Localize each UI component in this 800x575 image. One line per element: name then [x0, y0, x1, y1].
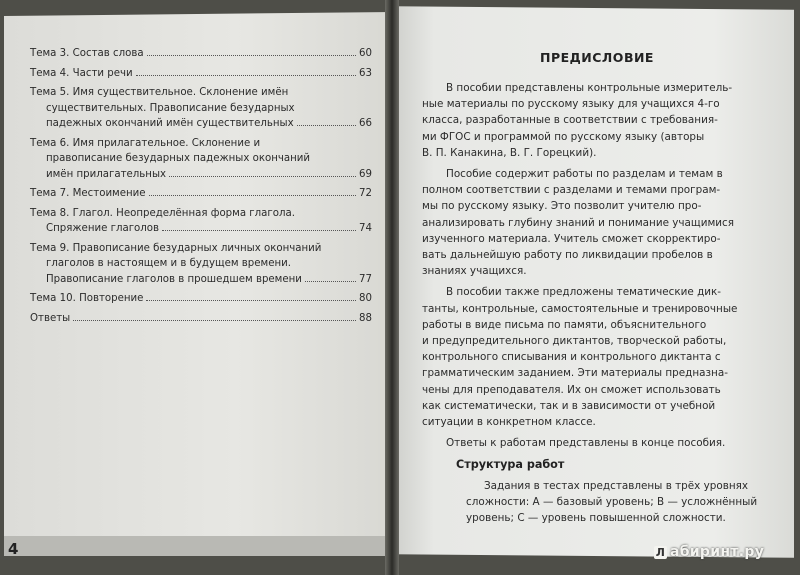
page-number: 4 [8, 540, 19, 558]
toc-leader-dots [136, 75, 356, 76]
text-line: контрольного списывания и контрольного диктанта с [422, 351, 721, 364]
toc-entry-text: Тема 5. Имя существительное. Склонение имён [30, 87, 289, 98]
text-line: мы по русскому языку. Это позволит учителю про- [422, 200, 702, 213]
toc-page-number: 66 [359, 118, 372, 129]
toc-leader-dots [147, 55, 356, 56]
toc-entry-text: Правописание глаголов в прошедшем времени [46, 273, 302, 285]
table-of-contents [30, 46, 372, 330]
left-page-footer-band [4, 536, 392, 556]
text-line: класса, разработанные в соответствии с требования- [422, 114, 718, 127]
text-line: уровень; С — уровень повышенной сложности. [466, 512, 726, 525]
text-line: знаниях учащихся. [422, 265, 527, 278]
preface-body [422, 80, 774, 456]
toc-entry [30, 206, 372, 237]
labirint-logo-icon: Л [655, 546, 666, 559]
toc-entry [30, 46, 372, 62]
toc-leader-dots [73, 320, 356, 321]
book-spine [385, 0, 399, 575]
toc-leader-dots [162, 230, 356, 231]
toc-entry-text: Тема 8. Глагол. Неопределённая форма глагола. [30, 207, 295, 219]
preface-paragraph [422, 80, 774, 161]
watermark-text: абиринт.ру [670, 544, 765, 560]
toc-leader-dots [149, 195, 356, 196]
text-line: сложности: А — базовый уровень; В — усложнённый [466, 496, 758, 509]
toc-page-number: 77 [359, 273, 372, 285]
text-line: В. П. Канакина, В. Г. Горецкий). [422, 146, 597, 159]
toc-entry-text: Спряжение глаголов [46, 223, 160, 234]
toc-entry-text: глаголов в настоящем и в будущем времени. [46, 258, 291, 269]
watermark [654, 544, 764, 560]
toc-entry-text: Тема 10. Повторение [30, 293, 144, 304]
toc-leader-dots [169, 176, 356, 177]
toc-page-number: 72 [359, 188, 372, 199]
text-line: грамматическим заданием. Эти материалы предназна- [422, 367, 728, 380]
text-line: Ответы к работам представлены в конце пособия. [446, 437, 726, 450]
toc-entry-text: правописание безударных падежных окончаний [46, 153, 311, 164]
preface-paragraph [422, 435, 774, 451]
text-line: В пособии также предложены тематические дик- [446, 286, 722, 299]
toc-leader-dots [146, 300, 356, 301]
toc-page-number: 63 [359, 67, 372, 79]
toc-entry-text: Ответы [30, 312, 71, 324]
toc-entry-text: имён прилагательных [46, 168, 167, 180]
toc-entry [30, 136, 372, 183]
text-line: Задания в тестах представлены в трёх уровнях [484, 480, 749, 492]
toc-entry [30, 66, 372, 82]
text-line: изученного материала. Учитель сможет скорректиро- [422, 232, 721, 245]
toc-entry-text: Тема 6. Имя прилагательное. Склонение и [30, 137, 261, 149]
text-line: Пособие содержит работы по разделам и темам в [446, 168, 723, 181]
toc-entry-text: падежных окончаний имён существительных [46, 118, 294, 129]
toc-entry [30, 241, 372, 288]
toc-entry [30, 85, 372, 132]
toc-page-number: 69 [359, 168, 372, 180]
structure-title: Структура работ [456, 458, 565, 471]
toc-page-number: 88 [359, 312, 372, 324]
toc-leader-dots [305, 281, 356, 282]
toc-page-number: 74 [359, 223, 372, 234]
preface-paragraph [422, 284, 774, 430]
preface-paragraph [422, 166, 774, 279]
toc-entry-text: Тема 4. Части речи [30, 67, 133, 79]
toc-page-number: 80 [359, 293, 372, 304]
structure-text [422, 478, 774, 527]
text-line: полном соответствии с разделами и темами програм- [422, 184, 721, 197]
toc-entry-text: Тема 3. Состав слова [30, 48, 144, 59]
toc-entry-text: существительных. Правописание безударных [46, 102, 295, 114]
toc-page-number: 60 [359, 48, 372, 59]
toc-leader-dots [297, 125, 356, 126]
text-line: ми ФГОС и программой по русскому языку (авторы [422, 130, 705, 143]
text-line: вать дальнейшую работу по ликвидации пробелов в [422, 249, 713, 262]
text-line: В пособии представлены контрольные измеритель- [446, 82, 733, 94]
preface-title: ПРЕДИСЛОВИЕ [540, 50, 654, 65]
text-line: и предупредительного диктантов, творческой работы, [422, 335, 727, 348]
toc-entry [30, 311, 372, 327]
text-line: как систематически, так и в зависимости от учебной [422, 399, 716, 412]
toc-entry-text: Тема 7. Местоимение [30, 188, 146, 199]
toc-entry-text: Тема 9. Правописание безударных личных окончаний [30, 242, 322, 254]
text-line: ситуации в конкретном классе. [422, 416, 596, 429]
toc-entry [30, 186, 372, 202]
text-line: ные материалы по русскому языку для учащихся 4-го [422, 98, 720, 111]
text-line: анализировать глубину знаний и понимание учащимися [422, 216, 735, 229]
text-line: чены для преподавателя. Их он сможет использовать [422, 383, 721, 396]
text-line: работы в виде письма по памяти, объяснительного [422, 318, 707, 331]
text-line: танты, контрольные, самостоятельные и тренировочные [422, 302, 738, 315]
toc-entry [30, 291, 372, 307]
